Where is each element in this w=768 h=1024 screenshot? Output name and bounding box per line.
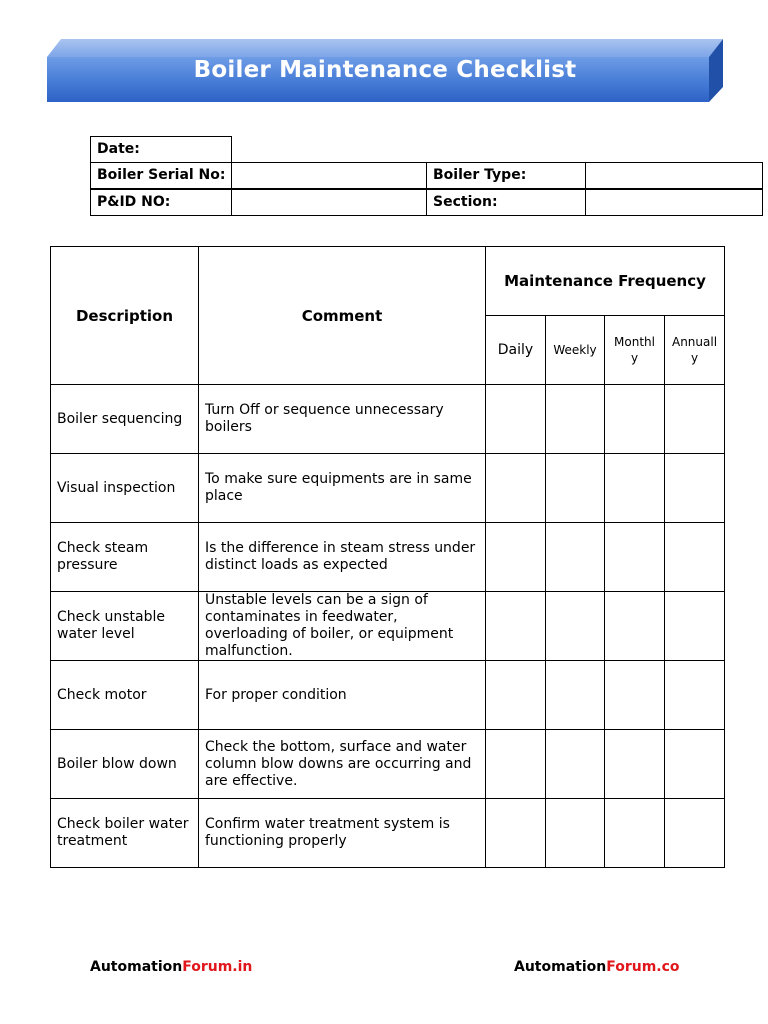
check-cell-monthly[interactable] [605,661,665,730]
check-cell-monthly[interactable] [605,385,665,454]
row-description: Boiler blow down [51,730,199,799]
section-field[interactable] [585,189,763,216]
date-label: Date: [90,136,232,163]
freq-daily: Daily [486,316,546,385]
check-cell-annually[interactable] [665,523,725,592]
row-comment: Confirm water treatment system is functioning properly [199,799,486,868]
type-label: Boiler Type: [426,162,586,189]
check-cell-annually[interactable] [665,592,725,661]
check-cell-monthly[interactable] [605,730,665,799]
table-row [51,523,725,592]
table-row [51,454,725,523]
check-cell-annually[interactable] [665,385,725,454]
table-row [51,592,725,661]
column-header-comment: Comment [199,247,486,385]
check-cell-daily[interactable] [486,592,546,661]
row-description: Check motor [51,661,199,730]
check-cell-daily[interactable] [486,661,546,730]
row-comment: For proper condition [199,661,486,730]
column-header-frequency: Maintenance Frequency [486,247,725,316]
row-comment: To make sure equipments are in same place [199,454,486,523]
row-comment: Check the bottom, surface and water column blow downs are occurring and are effective. [199,730,486,799]
check-cell-annually[interactable] [665,454,725,523]
row-comment: Is the difference in steam stress under distinct loads as expected [199,523,486,592]
check-cell-daily[interactable] [486,799,546,868]
check-cell-daily[interactable] [486,730,546,799]
footer-brand-left: AutomationForum.in [90,959,253,975]
section-label: Section: [426,189,586,216]
check-cell-weekly[interactable] [546,454,605,523]
table-row [51,385,725,454]
row-comment: Unstable levels can be a sign of contaminates in feedwater, overloading of boiler, or equipment malfunction. [199,592,486,661]
check-cell-weekly[interactable] [546,523,605,592]
table-row [51,799,725,868]
column-header-description: Description [51,247,199,385]
freq-annually: Annuall y [665,316,725,385]
row-comment: Turn Off or sequence unnecessary boilers [199,385,486,454]
check-cell-weekly[interactable] [546,730,605,799]
footer-brand-right: AutomationForum.co [514,959,680,975]
serial-label: Boiler Serial No: [90,162,232,189]
type-field[interactable] [585,162,763,189]
check-cell-monthly[interactable] [605,799,665,868]
check-cell-monthly[interactable] [605,454,665,523]
table-row [51,661,725,730]
page-title: Boiler Maintenance Checklist [193,57,577,83]
check-cell-weekly[interactable] [546,799,605,868]
check-cell-annually[interactable] [665,661,725,730]
title-banner [47,37,723,103]
check-cell-daily[interactable] [486,385,546,454]
freq-weekly: Weekly [546,316,605,385]
check-cell-annually[interactable] [665,730,725,799]
freq-monthly: Monthl y [605,316,665,385]
row-description: Visual inspection [51,454,199,523]
check-cell-weekly[interactable] [546,385,605,454]
row-description: Boiler sequencing [51,385,199,454]
table-row [51,730,725,799]
row-description: Check boiler water treatment [51,799,199,868]
check-cell-daily[interactable] [486,454,546,523]
check-cell-weekly[interactable] [546,661,605,730]
check-cell-daily[interactable] [486,523,546,592]
check-cell-monthly[interactable] [605,592,665,661]
checklist-table [50,246,725,868]
row-description: Check unstable water level [51,592,199,661]
serial-field[interactable] [231,162,427,189]
check-cell-weekly[interactable] [546,592,605,661]
check-cell-monthly[interactable] [605,523,665,592]
row-description: Check steam pressure [51,523,199,592]
pid-field[interactable] [231,189,427,216]
check-cell-annually[interactable] [665,799,725,868]
pid-label: P&ID NO: [90,189,232,216]
